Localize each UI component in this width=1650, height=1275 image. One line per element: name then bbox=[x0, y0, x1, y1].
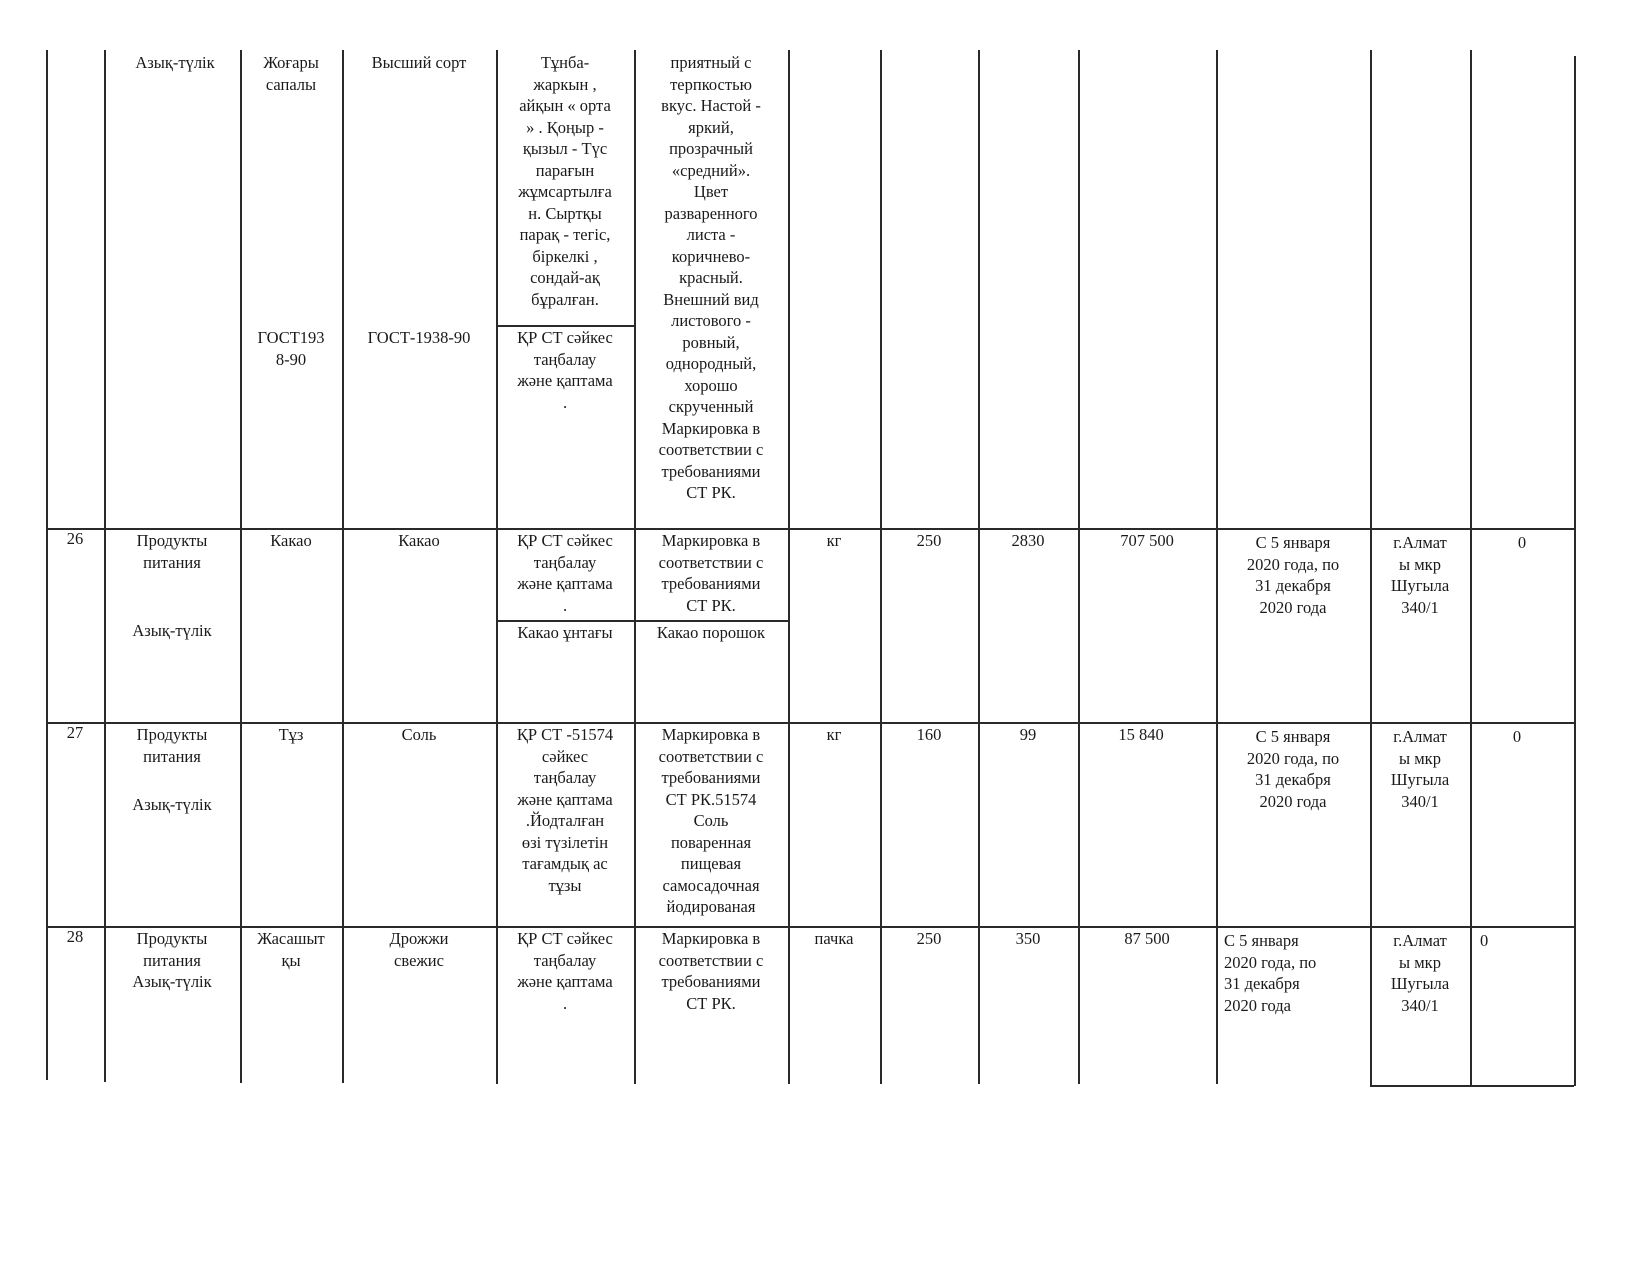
top-desc-ru: приятный с терпкостью вкус. Настой - яркий, прозрачный «средний». Цвет разваренного листа - коричнево- красный. Внешний вид листового - ровный, однородный, хорошо скрученный Маркировка в соответствии с требованиями СТ РК. bbox=[658, 53, 764, 502]
row-sum: 15 840 bbox=[1118, 725, 1164, 744]
row-category-kz: Азық-түлік bbox=[132, 621, 212, 640]
top-gost-ru: ГОСТ-1938-90 bbox=[367, 328, 471, 347]
row-name-ru: Соль bbox=[401, 725, 437, 744]
row-name-kz: Тұз bbox=[278, 725, 304, 744]
row-unit: кг bbox=[826, 531, 842, 550]
row-category-kz: Азық-түлік bbox=[132, 795, 212, 814]
top-category-kz: Азық-түлік bbox=[135, 53, 215, 72]
row-name-kz: Какао bbox=[270, 531, 312, 550]
top-name-ru: Высший сорт bbox=[371, 53, 467, 72]
row-number: 27 bbox=[66, 723, 84, 742]
top-gost-kz: ГОСТ193 8-90 bbox=[257, 328, 325, 369]
row-qty: 160 bbox=[916, 725, 942, 744]
row-category-ru: Продукты питания bbox=[136, 531, 208, 572]
row-qty: 250 bbox=[916, 929, 942, 948]
row-sum: 87 500 bbox=[1124, 929, 1170, 948]
row-unit: пачка bbox=[814, 929, 854, 948]
row-place: г.Алмат ы мкр Шугыла 340/1 bbox=[1390, 533, 1450, 617]
row-sum: 707 500 bbox=[1120, 531, 1174, 550]
row-number: 26 bbox=[66, 529, 84, 548]
row-unit: кг bbox=[826, 725, 842, 744]
row-period: С 5 января 2020 года, по 31 декабря 2020 года bbox=[1246, 533, 1340, 617]
row-desc-kz: ҚР СТ сәйкес таңбалау және қаптама . bbox=[517, 531, 613, 615]
row-qty: 250 bbox=[916, 531, 942, 550]
row-desc-ru: Маркировка в соответствии с требованиями СТ РК. bbox=[658, 929, 764, 1013]
row-category-ru: Продукты питания bbox=[136, 725, 208, 766]
row-period: С 5 января 2020 года, по 31 декабря 2020 года bbox=[1224, 931, 1317, 1015]
row-number: 28 bbox=[66, 927, 84, 946]
top-marking-kz: ҚР СТ сәйкес таңбалау және қаптама . bbox=[517, 328, 613, 412]
row-name-ru: Какао bbox=[398, 531, 440, 550]
row-desc-ru: Маркировка в соответствии с требованиями СТ РК. bbox=[658, 531, 764, 615]
top-desc-kz: Тұнба- жаркын , айқын « орта » . Қоңыр - қызыл - Түс парағын жұмсартылға н. Сыртқы парақ - тегіс, біркелкі , сондай-ақ бұралған. bbox=[518, 53, 612, 309]
row-price: 350 bbox=[1015, 929, 1041, 948]
row-period: С 5 января 2020 года, по 31 декабря 2020 года bbox=[1246, 727, 1340, 811]
row-desc-kz: ҚР СТ сәйкес таңбалау және қаптама . bbox=[517, 929, 613, 1013]
grid-line bbox=[1574, 56, 1576, 1086]
row-price: 99 bbox=[1019, 725, 1037, 744]
row-place: г.Алмат ы мкр Шугыла 340/1 bbox=[1390, 727, 1450, 811]
row-name-kz: Жасашыт қы bbox=[257, 929, 325, 970]
row-place: г.Алмат ы мкр Шугыла 340/1 bbox=[1390, 931, 1450, 1015]
top-name-kz: Жоғары сапалы bbox=[263, 53, 319, 94]
row-name-ru: Дрожжи свежис bbox=[389, 929, 449, 970]
row-desc-kz: ҚР СТ -51574 сәйкес таңбалау және қаптама .Йодталған өзі түзілетін тағамдық ас тұзы bbox=[516, 725, 614, 895]
grid-line bbox=[1470, 50, 1472, 1086]
row-advance: 0 bbox=[1517, 533, 1527, 552]
row-desc-ru: Маркировка в соответствии с требованиями СТ РК.51574 Соль поваренная пищевая самосадочная йодированая bbox=[658, 725, 764, 916]
row-advance: 0 bbox=[1480, 931, 1489, 950]
row-price: 2830 bbox=[1011, 531, 1045, 550]
row-sub-kz: Какао ұнтағы bbox=[517, 623, 613, 642]
grid-line bbox=[1370, 1085, 1574, 1087]
row-advance: 0 bbox=[1512, 727, 1522, 746]
row-category: Продукты питания Азық-түлік bbox=[132, 929, 212, 991]
row-sub-ru: Какао порошок bbox=[656, 623, 766, 642]
